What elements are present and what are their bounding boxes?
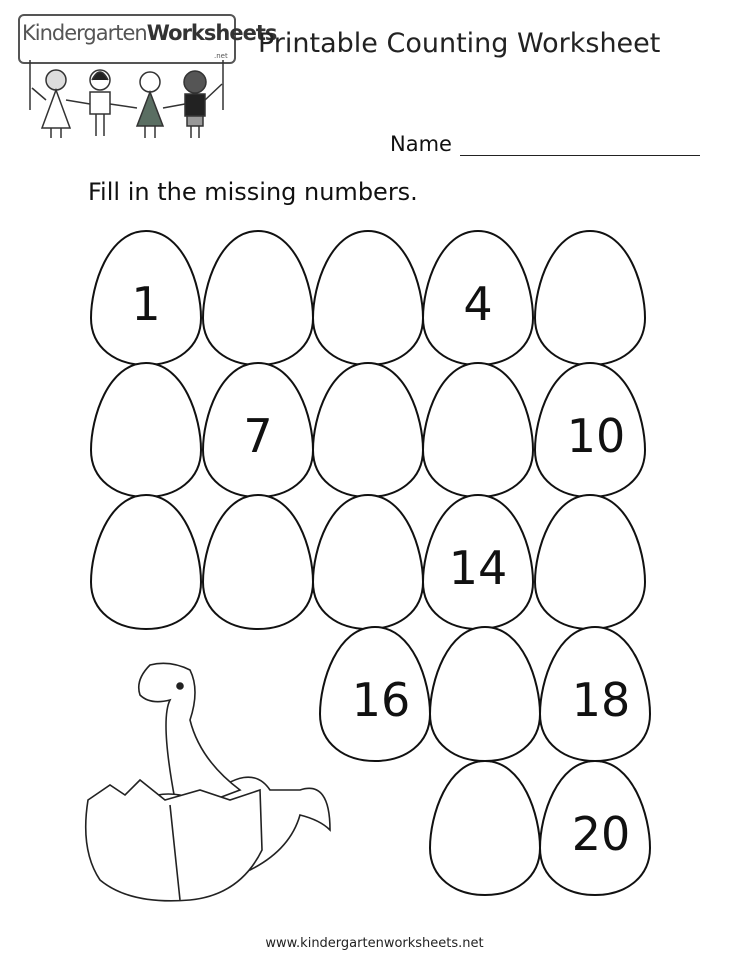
egg-number: 7 xyxy=(243,409,273,463)
egg-outline xyxy=(535,231,645,365)
egg-outline xyxy=(430,761,540,895)
egg-number-1 xyxy=(91,231,201,365)
egg-number: 16 xyxy=(351,673,411,727)
egg-number: 4 xyxy=(463,277,493,331)
egg-outline xyxy=(203,231,313,365)
egg-number: 18 xyxy=(571,673,631,727)
egg-number-18 xyxy=(540,627,650,761)
egg-outline xyxy=(313,495,423,629)
egg-blank[interactable] xyxy=(423,363,533,497)
egg-outline xyxy=(203,495,313,629)
worksheet-title: Printable Counting Worksheet xyxy=(258,28,661,59)
egg-blank[interactable] xyxy=(313,495,423,629)
egg-blank[interactable] xyxy=(313,231,423,365)
egg-blank[interactable] xyxy=(203,495,313,629)
egg-outline xyxy=(313,231,423,365)
egg-outline xyxy=(430,627,540,761)
egg-blank[interactable] xyxy=(91,495,201,629)
egg-number-14 xyxy=(423,495,533,629)
egg-blank[interactable] xyxy=(535,495,645,629)
egg-outline xyxy=(423,363,533,497)
egg-outline xyxy=(535,495,645,629)
logo-brand-part1: Kindergarten xyxy=(22,21,147,45)
name-input-line[interactable] xyxy=(460,155,700,156)
logo-brand-part2: Worksheets xyxy=(146,21,277,45)
egg-number-10 xyxy=(535,363,645,497)
egg-number-7 xyxy=(203,363,313,497)
egg-blank[interactable] xyxy=(535,231,645,365)
egg-number: 1 xyxy=(131,277,161,331)
egg-blank[interactable] xyxy=(430,627,540,761)
egg-blank[interactable] xyxy=(203,231,313,365)
egg-number: 10 xyxy=(566,409,626,463)
footer-url: www.kindergartenworksheets.net xyxy=(265,936,484,951)
egg-outline xyxy=(313,363,423,497)
egg-number-4 xyxy=(423,231,533,365)
logo-kids-icon xyxy=(30,60,223,138)
egg-number: 14 xyxy=(448,541,508,595)
egg-blank[interactable] xyxy=(91,363,201,497)
dinosaur-hatching-icon xyxy=(86,663,330,901)
name-label: Name xyxy=(390,132,452,156)
egg-outline xyxy=(91,495,201,629)
egg-number-20 xyxy=(540,761,650,895)
egg-number-16 xyxy=(320,627,430,761)
egg-blank[interactable] xyxy=(430,761,540,895)
logo-tld: .net xyxy=(214,52,228,60)
egg-number: 20 xyxy=(571,807,631,861)
instructions: Fill in the missing numbers. xyxy=(88,178,418,206)
egg-blank[interactable] xyxy=(313,363,423,497)
egg-outline xyxy=(91,363,201,497)
